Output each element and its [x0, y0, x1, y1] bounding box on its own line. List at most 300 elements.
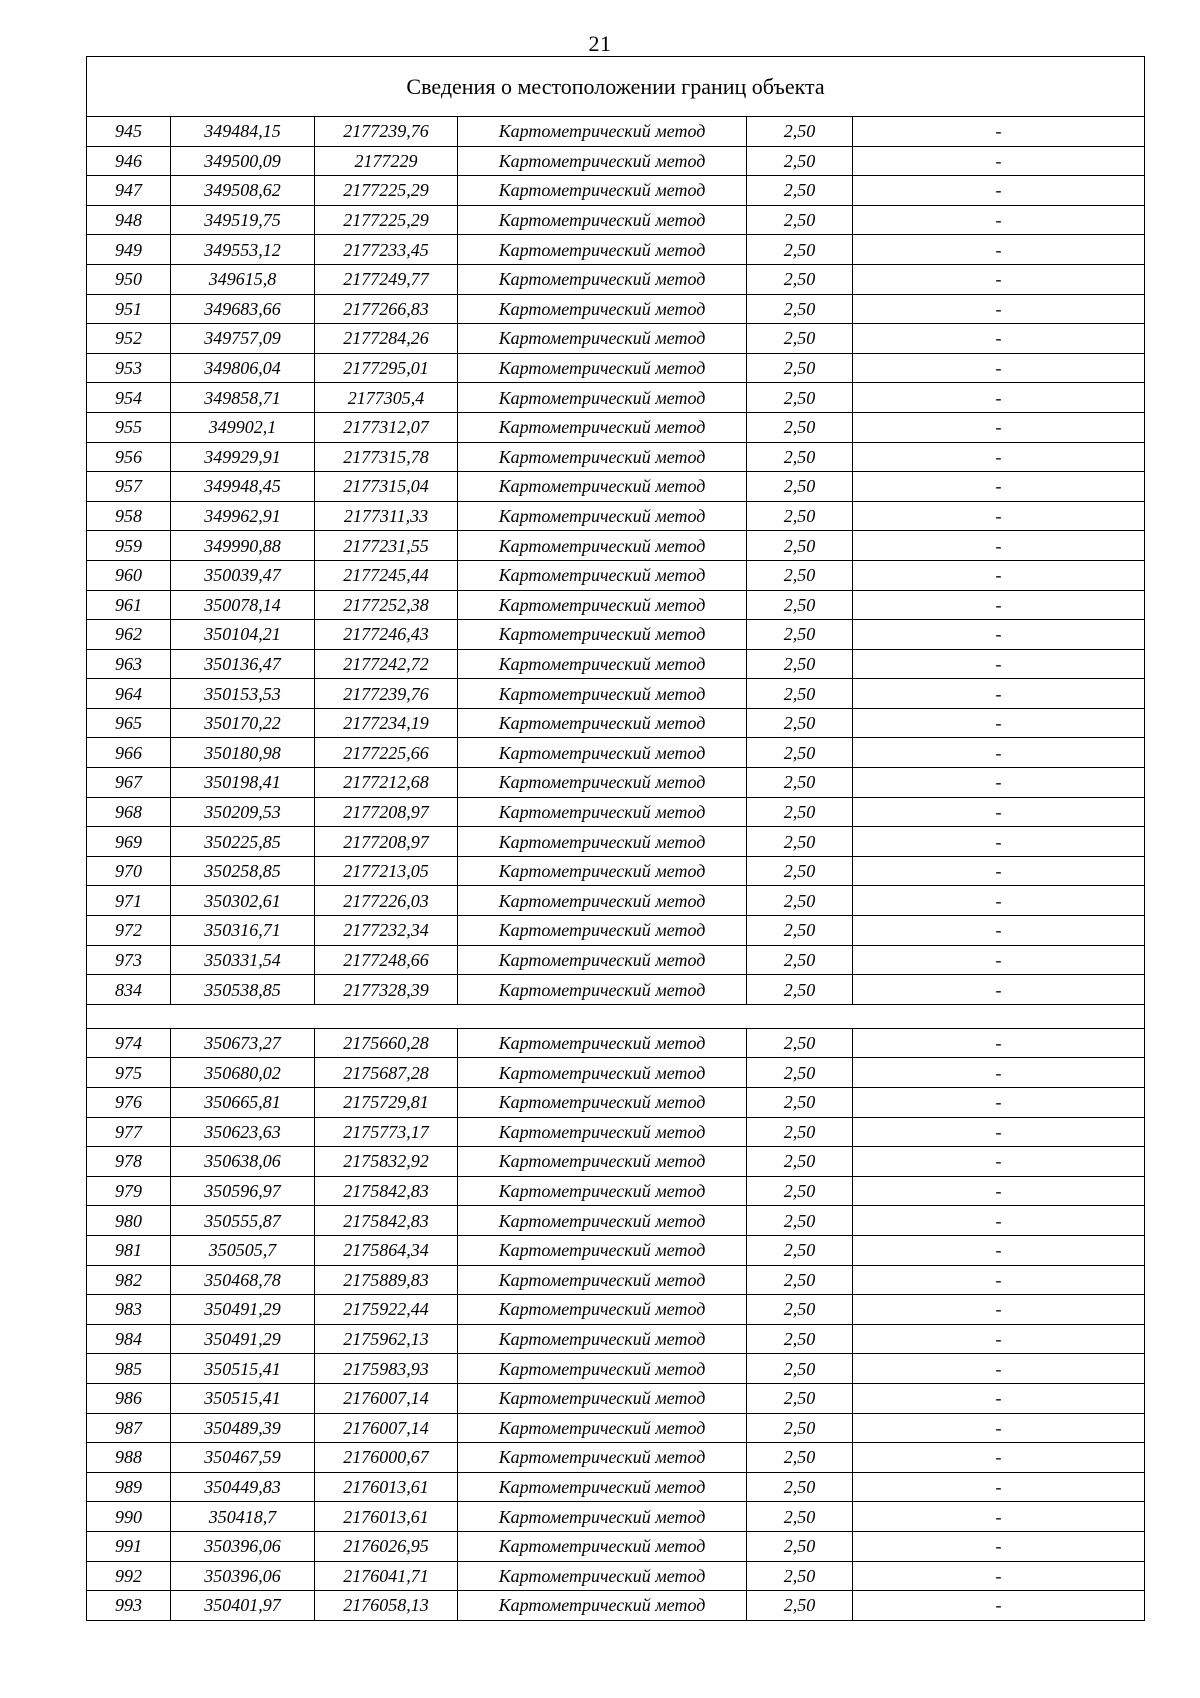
accuracy-cell: 2,50 [747, 886, 853, 916]
y-coordinate-cell: 2177311,33 [315, 501, 458, 531]
accuracy-cell: 2,50 [747, 353, 853, 383]
point-number-cell: 983 [87, 1295, 171, 1325]
description-cell: - [853, 1147, 1145, 1177]
description-cell: - [853, 1206, 1145, 1236]
x-coordinate-cell: 350596,97 [171, 1176, 315, 1206]
x-coordinate-cell: 349948,45 [171, 472, 315, 502]
point-number-cell: 973 [87, 945, 171, 975]
table-row [87, 1383, 1145, 1413]
table-row [87, 1265, 1145, 1295]
description-cell: - [853, 1028, 1145, 1058]
accuracy-cell: 2,50 [747, 1028, 853, 1058]
table-row [87, 1295, 1145, 1325]
point-number-cell: 968 [87, 797, 171, 827]
description-cell: - [853, 383, 1145, 413]
table-row [87, 1472, 1145, 1502]
description-cell: - [853, 353, 1145, 383]
x-coordinate-cell: 350491,29 [171, 1324, 315, 1354]
description-cell: - [853, 146, 1145, 176]
table-row [87, 501, 1145, 531]
method-cell: Картометрический метод [458, 117, 747, 147]
table-row [87, 916, 1145, 946]
x-coordinate-cell: 350396,06 [171, 1531, 315, 1561]
point-number-cell: 959 [87, 531, 171, 561]
accuracy-cell: 2,50 [747, 1058, 853, 1088]
x-coordinate-cell: 350555,87 [171, 1206, 315, 1236]
y-coordinate-cell: 2177208,97 [315, 797, 458, 827]
description-cell: - [853, 1502, 1145, 1532]
method-cell: Картометрический метод [458, 353, 747, 383]
x-coordinate-cell: 350449,83 [171, 1472, 315, 1502]
accuracy-cell: 2,50 [747, 1531, 853, 1561]
y-coordinate-cell: 2177233,45 [315, 235, 458, 265]
block-separator-row [87, 1004, 1145, 1028]
table-row [87, 324, 1145, 354]
accuracy-cell: 2,50 [747, 916, 853, 946]
description-cell: - [853, 1176, 1145, 1206]
y-coordinate-cell: 2177295,01 [315, 353, 458, 383]
method-cell: Картометрический метод [458, 1058, 747, 1088]
description-cell: - [853, 827, 1145, 857]
method-cell: Картометрический метод [458, 1354, 747, 1384]
point-number-cell: 993 [87, 1591, 171, 1621]
method-cell: Картометрический метод [458, 827, 747, 857]
table-title: Сведения о местоположении границ объекта [87, 57, 1145, 117]
x-coordinate-cell: 349615,8 [171, 264, 315, 294]
description-cell: - [853, 1295, 1145, 1325]
table-row [87, 1235, 1145, 1265]
description-cell: - [853, 235, 1145, 265]
point-number-cell: 950 [87, 264, 171, 294]
y-coordinate-cell: 2176026,95 [315, 1531, 458, 1561]
table-row [87, 412, 1145, 442]
method-cell: Картометрический метод [458, 708, 747, 738]
accuracy-cell: 2,50 [747, 1443, 853, 1473]
table-row [87, 1443, 1145, 1473]
description-cell: - [853, 1591, 1145, 1621]
accuracy-cell: 2,50 [747, 235, 853, 265]
y-coordinate-cell: 2176013,61 [315, 1472, 458, 1502]
y-coordinate-cell: 2176013,61 [315, 1502, 458, 1532]
method-cell: Картометрический метод [458, 916, 747, 946]
description-cell: - [853, 856, 1145, 886]
table-row [87, 117, 1145, 147]
x-coordinate-cell: 349902,1 [171, 412, 315, 442]
table-title-row [87, 57, 1145, 117]
x-coordinate-cell: 350673,27 [171, 1028, 315, 1058]
description-cell: - [853, 1413, 1145, 1443]
x-coordinate-cell: 349757,09 [171, 324, 315, 354]
point-number-cell: 970 [87, 856, 171, 886]
description-cell: - [853, 176, 1145, 206]
y-coordinate-cell: 2175983,93 [315, 1354, 458, 1384]
y-coordinate-cell: 2177213,05 [315, 856, 458, 886]
method-cell: Картометрический метод [458, 768, 747, 798]
accuracy-cell: 2,50 [747, 1472, 853, 1502]
method-cell: Картометрический метод [458, 1147, 747, 1177]
x-coordinate-cell: 349962,91 [171, 501, 315, 531]
x-coordinate-cell: 349929,91 [171, 442, 315, 472]
method-cell: Картометрический метод [458, 412, 747, 442]
accuracy-cell: 2,50 [747, 146, 853, 176]
y-coordinate-cell: 2176007,14 [315, 1383, 458, 1413]
method-cell: Картометрический метод [458, 1383, 747, 1413]
block-separator-cell [87, 1004, 1145, 1028]
accuracy-cell: 2,50 [747, 1117, 853, 1147]
accuracy-cell: 2,50 [747, 1206, 853, 1236]
table-row [87, 176, 1145, 206]
x-coordinate-cell: 350302,61 [171, 886, 315, 916]
y-coordinate-cell: 2177312,07 [315, 412, 458, 442]
y-coordinate-cell: 2176058,13 [315, 1591, 458, 1621]
accuracy-cell: 2,50 [747, 1176, 853, 1206]
x-coordinate-cell: 350136,47 [171, 649, 315, 679]
point-number-cell: 967 [87, 768, 171, 798]
accuracy-cell: 2,50 [747, 827, 853, 857]
accuracy-cell: 2,50 [747, 383, 853, 413]
point-number-cell: 946 [87, 146, 171, 176]
table-row [87, 353, 1145, 383]
description-cell: - [853, 324, 1145, 354]
table-row [87, 649, 1145, 679]
y-coordinate-cell: 2177245,44 [315, 560, 458, 590]
accuracy-cell: 2,50 [747, 117, 853, 147]
description-cell: - [853, 590, 1145, 620]
accuracy-cell: 2,50 [747, 1502, 853, 1532]
x-coordinate-cell: 349990,88 [171, 531, 315, 561]
accuracy-cell: 2,50 [747, 176, 853, 206]
table-row [87, 531, 1145, 561]
y-coordinate-cell: 2176041,71 [315, 1561, 458, 1591]
method-cell: Картометрический метод [458, 176, 747, 206]
y-coordinate-cell: 2176000,67 [315, 1443, 458, 1473]
method-cell: Картометрический метод [458, 294, 747, 324]
y-coordinate-cell: 2177225,66 [315, 738, 458, 768]
x-coordinate-cell: 349858,71 [171, 383, 315, 413]
description-cell: - [853, 205, 1145, 235]
accuracy-cell: 2,50 [747, 1383, 853, 1413]
table-row [87, 1354, 1145, 1384]
accuracy-cell: 2,50 [747, 1413, 853, 1443]
y-coordinate-cell: 2177208,97 [315, 827, 458, 857]
y-coordinate-cell: 2175864,34 [315, 1235, 458, 1265]
point-number-cell: 987 [87, 1413, 171, 1443]
point-number-cell: 951 [87, 294, 171, 324]
point-number-cell: 977 [87, 1117, 171, 1147]
x-coordinate-cell: 350170,22 [171, 708, 315, 738]
description-cell: - [853, 649, 1145, 679]
y-coordinate-cell: 2177246,43 [315, 620, 458, 650]
y-coordinate-cell: 2175687,28 [315, 1058, 458, 1088]
x-coordinate-cell: 350180,98 [171, 738, 315, 768]
accuracy-cell: 2,50 [747, 531, 853, 561]
description-cell: - [853, 1354, 1145, 1384]
method-cell: Картометрический метод [458, 1591, 747, 1621]
point-number-cell: 960 [87, 560, 171, 590]
point-number-cell: 974 [87, 1028, 171, 1058]
accuracy-cell: 2,50 [747, 1088, 853, 1118]
method-cell: Картометрический метод [458, 797, 747, 827]
y-coordinate-cell: 2177249,77 [315, 264, 458, 294]
method-cell: Картометрический метод [458, 738, 747, 768]
x-coordinate-cell: 350396,06 [171, 1561, 315, 1591]
table-row [87, 442, 1145, 472]
y-coordinate-cell: 2177328,39 [315, 975, 458, 1005]
accuracy-cell: 2,50 [747, 1147, 853, 1177]
x-coordinate-cell: 349519,75 [171, 205, 315, 235]
x-coordinate-cell: 350104,21 [171, 620, 315, 650]
method-cell: Картометрический метод [458, 1295, 747, 1325]
method-cell: Картометрический метод [458, 501, 747, 531]
table-row [87, 856, 1145, 886]
description-cell: - [853, 679, 1145, 709]
point-number-cell: 947 [87, 176, 171, 206]
table-row [87, 235, 1145, 265]
table-row [87, 1176, 1145, 1206]
x-coordinate-cell: 349500,09 [171, 146, 315, 176]
y-coordinate-cell: 2177266,83 [315, 294, 458, 324]
x-coordinate-cell: 350665,81 [171, 1088, 315, 1118]
table-row [87, 1088, 1145, 1118]
description-cell: - [853, 560, 1145, 590]
accuracy-cell: 2,50 [747, 264, 853, 294]
method-cell: Картометрический метод [458, 560, 747, 590]
y-coordinate-cell: 2176007,14 [315, 1413, 458, 1443]
method-cell: Картометрический метод [458, 383, 747, 413]
y-coordinate-cell: 2177252,38 [315, 590, 458, 620]
description-cell: - [853, 1472, 1145, 1502]
method-cell: Картометрический метод [458, 1235, 747, 1265]
description-cell: - [853, 797, 1145, 827]
table-row [87, 1561, 1145, 1591]
y-coordinate-cell: 2177248,66 [315, 945, 458, 975]
y-coordinate-cell: 2175832,92 [315, 1147, 458, 1177]
description-cell: - [853, 1058, 1145, 1088]
method-cell: Картометрический метод [458, 1324, 747, 1354]
x-coordinate-cell: 350198,41 [171, 768, 315, 798]
point-number-cell: 962 [87, 620, 171, 650]
point-number-cell: 991 [87, 1531, 171, 1561]
point-number-cell: 992 [87, 1561, 171, 1591]
y-coordinate-cell: 2177242,72 [315, 649, 458, 679]
y-coordinate-cell: 2177229 [315, 146, 458, 176]
x-coordinate-cell: 350225,85 [171, 827, 315, 857]
table-row [87, 1117, 1145, 1147]
point-number-cell: 966 [87, 738, 171, 768]
y-coordinate-cell: 2177231,55 [315, 531, 458, 561]
y-coordinate-cell: 2177232,34 [315, 916, 458, 946]
description-cell: - [853, 1088, 1145, 1118]
y-coordinate-cell: 2177212,68 [315, 768, 458, 798]
accuracy-cell: 2,50 [747, 1354, 853, 1384]
description-cell: - [853, 975, 1145, 1005]
method-cell: Картометрический метод [458, 531, 747, 561]
accuracy-cell: 2,50 [747, 797, 853, 827]
x-coordinate-cell: 350680,02 [171, 1058, 315, 1088]
method-cell: Картометрический метод [458, 1117, 747, 1147]
y-coordinate-cell: 2177239,76 [315, 117, 458, 147]
point-number-cell: 975 [87, 1058, 171, 1088]
point-number-cell: 980 [87, 1206, 171, 1236]
method-cell: Картометрический метод [458, 442, 747, 472]
description-cell: - [853, 1383, 1145, 1413]
method-cell: Картометрический метод [458, 235, 747, 265]
table-row [87, 708, 1145, 738]
point-number-cell: 948 [87, 205, 171, 235]
description-cell: - [853, 501, 1145, 531]
x-coordinate-cell: 350538,85 [171, 975, 315, 1005]
point-number-cell: 986 [87, 1383, 171, 1413]
table-row [87, 590, 1145, 620]
table-row [87, 1028, 1145, 1058]
x-coordinate-cell: 350153,53 [171, 679, 315, 709]
description-cell: - [853, 1265, 1145, 1295]
point-number-cell: 961 [87, 590, 171, 620]
accuracy-cell: 2,50 [747, 412, 853, 442]
method-cell: Картометрический метод [458, 472, 747, 502]
y-coordinate-cell: 2175660,28 [315, 1028, 458, 1058]
x-coordinate-cell: 350515,41 [171, 1383, 315, 1413]
x-coordinate-cell: 350209,53 [171, 797, 315, 827]
accuracy-cell: 2,50 [747, 975, 853, 1005]
point-number-cell: 958 [87, 501, 171, 531]
x-coordinate-cell: 350418,7 [171, 1502, 315, 1532]
description-cell: - [853, 708, 1145, 738]
y-coordinate-cell: 2175842,83 [315, 1206, 458, 1236]
y-coordinate-cell: 2177234,19 [315, 708, 458, 738]
description-cell: - [853, 916, 1145, 946]
x-coordinate-cell: 350491,29 [171, 1295, 315, 1325]
point-number-cell: 990 [87, 1502, 171, 1532]
table-row [87, 1147, 1145, 1177]
accuracy-cell: 2,50 [747, 294, 853, 324]
y-coordinate-cell: 2175962,13 [315, 1324, 458, 1354]
table-row [87, 1324, 1145, 1354]
point-number-cell: 982 [87, 1265, 171, 1295]
method-cell: Картометрический метод [458, 1176, 747, 1206]
y-coordinate-cell: 2177225,29 [315, 176, 458, 206]
point-number-cell: 953 [87, 353, 171, 383]
description-cell: - [853, 531, 1145, 561]
x-coordinate-cell: 350331,54 [171, 945, 315, 975]
y-coordinate-cell: 2175773,17 [315, 1117, 458, 1147]
x-coordinate-cell: 349806,04 [171, 353, 315, 383]
point-number-cell: 972 [87, 916, 171, 946]
accuracy-cell: 2,50 [747, 1591, 853, 1621]
x-coordinate-cell: 350489,39 [171, 1413, 315, 1443]
y-coordinate-cell: 2175729,81 [315, 1088, 458, 1118]
point-number-cell: 978 [87, 1147, 171, 1177]
y-coordinate-cell: 2177284,26 [315, 324, 458, 354]
point-number-cell: 979 [87, 1176, 171, 1206]
method-cell: Картометрический метод [458, 1413, 747, 1443]
table-row [87, 620, 1145, 650]
method-cell: Картометрический метод [458, 146, 747, 176]
table-row [87, 1531, 1145, 1561]
description-cell: - [853, 1235, 1145, 1265]
method-cell: Картометрический метод [458, 886, 747, 916]
accuracy-cell: 2,50 [747, 620, 853, 650]
method-cell: Картометрический метод [458, 590, 747, 620]
description-cell: - [853, 412, 1145, 442]
method-cell: Картометрический метод [458, 649, 747, 679]
description-cell: - [853, 886, 1145, 916]
table-row [87, 827, 1145, 857]
description-cell: - [853, 768, 1145, 798]
table-row [87, 1058, 1145, 1088]
table-row [87, 472, 1145, 502]
accuracy-cell: 2,50 [747, 1235, 853, 1265]
point-number-cell: 965 [87, 708, 171, 738]
accuracy-cell: 2,50 [747, 1324, 853, 1354]
description-cell: - [853, 442, 1145, 472]
description-cell: - [853, 945, 1145, 975]
accuracy-cell: 2,50 [747, 679, 853, 709]
accuracy-cell: 2,50 [747, 768, 853, 798]
table-row [87, 945, 1145, 975]
boundary-coordinates-table [86, 56, 1145, 1621]
y-coordinate-cell: 2175922,44 [315, 1295, 458, 1325]
accuracy-cell: 2,50 [747, 856, 853, 886]
x-coordinate-cell: 350638,06 [171, 1147, 315, 1177]
x-coordinate-cell: 350078,14 [171, 590, 315, 620]
method-cell: Картометрический метод [458, 975, 747, 1005]
point-number-cell: 957 [87, 472, 171, 502]
accuracy-cell: 2,50 [747, 560, 853, 590]
method-cell: Картометрический метод [458, 1088, 747, 1118]
method-cell: Картометрический метод [458, 1265, 747, 1295]
method-cell: Картометрический метод [458, 1206, 747, 1236]
description-cell: - [853, 1561, 1145, 1591]
point-number-cell: 985 [87, 1354, 171, 1384]
table-row [87, 679, 1145, 709]
point-number-cell: 956 [87, 442, 171, 472]
point-number-cell: 945 [87, 117, 171, 147]
accuracy-cell: 2,50 [747, 1295, 853, 1325]
accuracy-cell: 2,50 [747, 442, 853, 472]
point-number-cell: 969 [87, 827, 171, 857]
accuracy-cell: 2,50 [747, 324, 853, 354]
table-row [87, 205, 1145, 235]
table-row [87, 768, 1145, 798]
description-cell: - [853, 294, 1145, 324]
point-number-cell: 976 [87, 1088, 171, 1118]
table-row [87, 560, 1145, 590]
accuracy-cell: 2,50 [747, 1561, 853, 1591]
accuracy-cell: 2,50 [747, 590, 853, 620]
accuracy-cell: 2,50 [747, 205, 853, 235]
table-body [87, 57, 1145, 1621]
table-row [87, 1206, 1145, 1236]
point-number-cell: 988 [87, 1443, 171, 1473]
description-cell: - [853, 1324, 1145, 1354]
description-cell: - [853, 1531, 1145, 1561]
description-cell: - [853, 620, 1145, 650]
description-cell: - [853, 1443, 1145, 1473]
point-number-cell: 984 [87, 1324, 171, 1354]
x-coordinate-cell: 350467,59 [171, 1443, 315, 1473]
method-cell: Картометрический метод [458, 620, 747, 650]
accuracy-cell: 2,50 [747, 472, 853, 502]
point-number-cell: 971 [87, 886, 171, 916]
x-coordinate-cell: 350623,63 [171, 1117, 315, 1147]
point-number-cell: 954 [87, 383, 171, 413]
point-number-cell: 989 [87, 1472, 171, 1502]
x-coordinate-cell: 349683,66 [171, 294, 315, 324]
table-row [87, 975, 1145, 1005]
x-coordinate-cell: 350316,71 [171, 916, 315, 946]
x-coordinate-cell: 350515,41 [171, 1354, 315, 1384]
